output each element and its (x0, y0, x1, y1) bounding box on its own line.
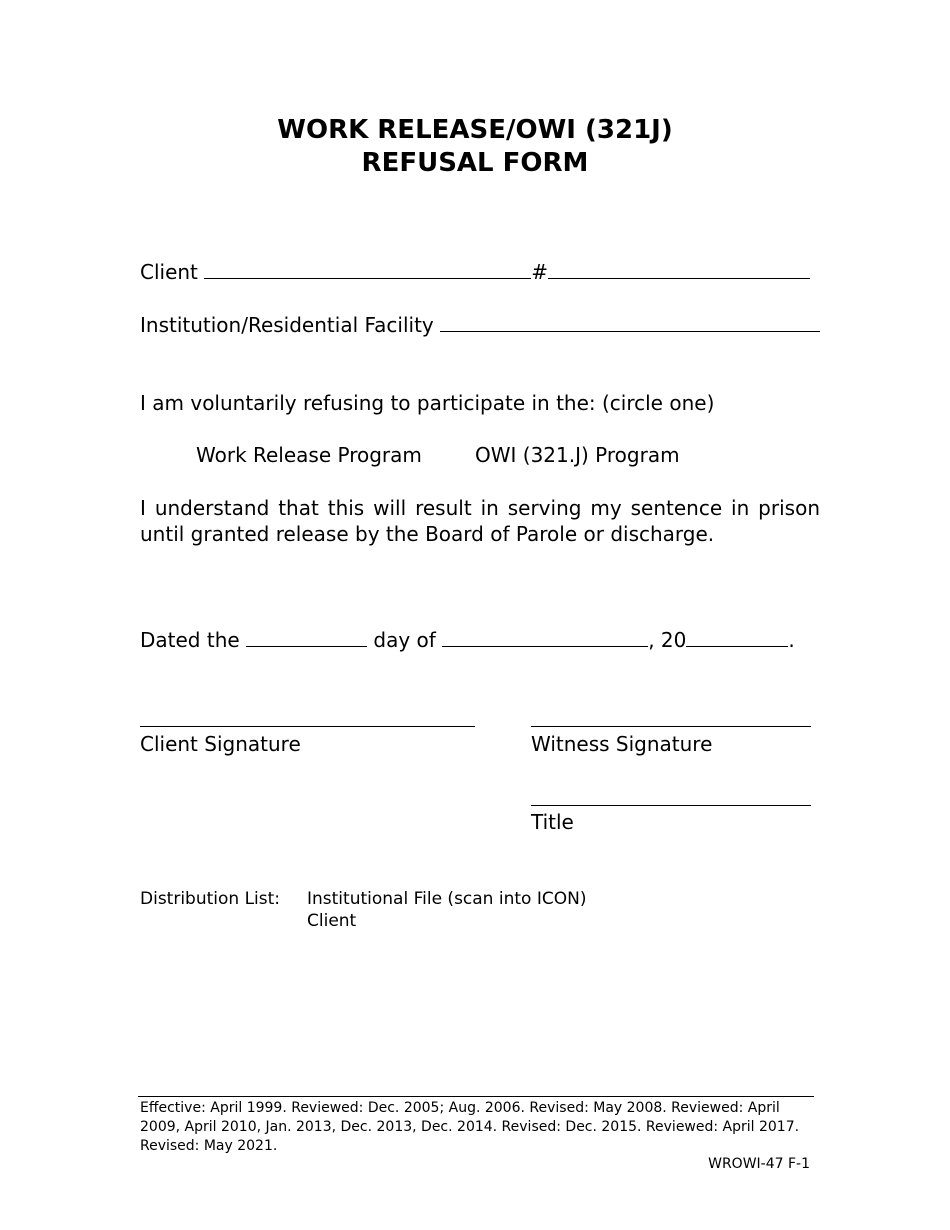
distribution-item: Client (307, 911, 357, 931)
witness-signature-line[interactable] (531, 726, 811, 727)
witness-signature-label: Witness Signature (531, 732, 713, 756)
form-id: WROWI-47 F-1 (708, 1156, 810, 1172)
client-number-label: # (531, 260, 549, 284)
client-label: Client (140, 260, 198, 284)
date-row (140, 626, 795, 653)
facility-blank[interactable] (440, 311, 820, 332)
year-blank[interactable] (686, 626, 788, 647)
day-of-label: day of (373, 628, 436, 652)
option-work-release[interactable]: Work Release Program (196, 443, 422, 467)
client-signature-label: Client Signature (140, 732, 301, 756)
distribution-item: Institutional File (scan into ICON) (307, 889, 587, 909)
refusal-statement: I am voluntarily refusing to participate in the: (circle one) (140, 391, 715, 415)
facility-row (140, 311, 820, 338)
client-signature-line[interactable] (140, 726, 475, 727)
title-line[interactable] (531, 805, 811, 806)
distribution-label: Distribution List: (140, 889, 281, 909)
client-number-blank[interactable] (548, 258, 810, 279)
date-period: . (788, 628, 795, 652)
day-blank[interactable] (246, 626, 367, 647)
footer-divider (138, 1096, 814, 1097)
year-prefix: , 20 (648, 628, 687, 652)
month-blank[interactable] (442, 626, 648, 647)
understanding-statement: I understand that this will result in serving my sentence in prison until granted release by the Board of Parole or discharge. (140, 496, 820, 546)
form-title-line2: REFUSAL FORM (361, 148, 589, 178)
option-owi-program[interactable]: OWI (321.J) Program (475, 443, 680, 467)
revision-history: Effective: April 1999. Reviewed: Dec. 2005; Aug. 2006. Revised: May 2008. Reviewed: April 2009, April 2010, Jan. 2013, Dec. 2013, Dec. 2014. Revised: Dec. 2015. Reviewed: April 2017. Revised: May 2021. (140, 1100, 800, 1154)
facility-label: Institution/Residential Facility (140, 313, 434, 337)
dated-the-label: Dated the (140, 628, 240, 652)
title-label: Title (531, 810, 574, 834)
client-name-blank[interactable] (204, 258, 531, 279)
client-row (140, 258, 810, 285)
form-title-line1: WORK RELEASE/OWI (321J) (277, 115, 673, 145)
